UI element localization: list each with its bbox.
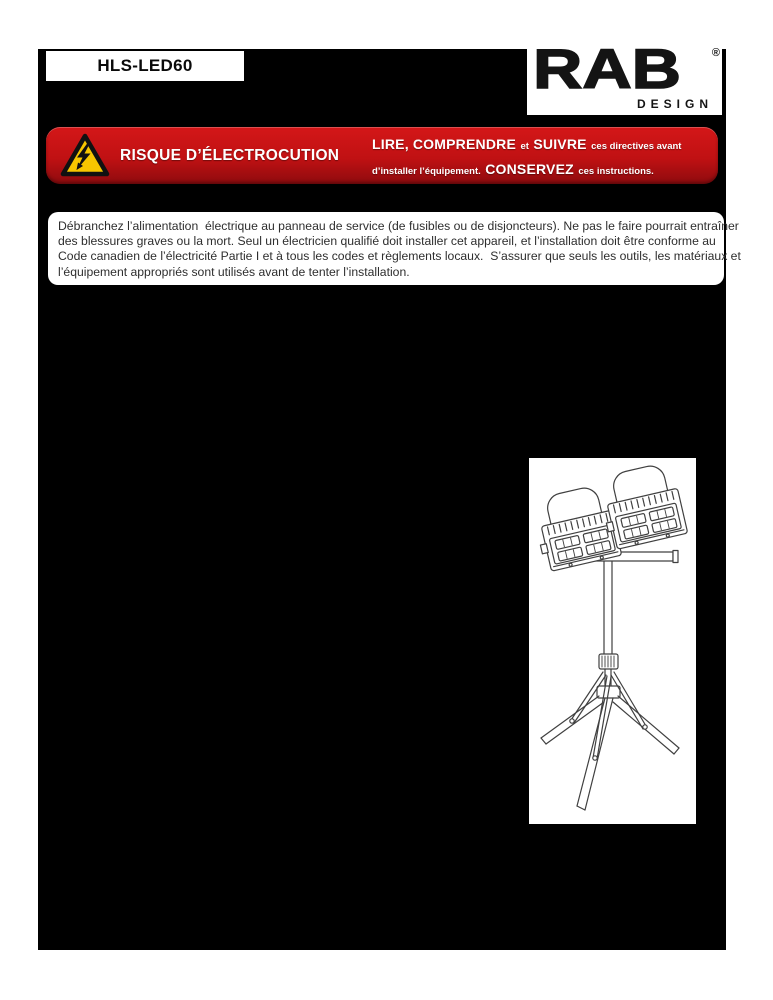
brand-logo-subtext: DESIGN <box>636 97 713 111</box>
product-figure-box <box>529 458 696 824</box>
banner-seg-follow: SUIVRE <box>533 136 587 152</box>
model-number-box <box>46 51 244 81</box>
banner-seg-et: et <box>520 141 529 152</box>
banner-seg-directives: ces directives avant <box>591 141 682 152</box>
safety-notice-line: Débranchez l’alimentation électrique au panneau de service (de fusibles ou de disjoncteurs). Ne pas le faire pourrait entraîner <box>58 219 739 233</box>
safety-notice-line: Code canadien de l’électricité Partie I et à tous les codes et règlements locaux. S’assurer que seuls les outils, les matériaux et <box>58 249 741 264</box>
banner-seg-keep: CONSERVEZ <box>485 161 574 177</box>
model-number-label: HLS-LED60 <box>97 56 193 75</box>
banner-seg-install: d’installer l’équipement. <box>372 166 481 177</box>
brand-logo-text: RAB <box>533 47 682 100</box>
brand-logo <box>527 47 722 115</box>
safety-notice-line: des blessures graves ou la mort. Seul un électricien qualifié doit installer cet appareil, et l’installation doit être conforme au <box>58 234 716 249</box>
banner-seg-instructions: ces instructions. <box>578 166 654 177</box>
banner-instructions-line2 <box>372 157 722 182</box>
safety-notice-line: l’équipement appropriés sont utilisés avant de tenter l’installation. <box>58 264 410 279</box>
registered-trademark-icon: ® <box>711 47 720 59</box>
high-voltage-warning-icon <box>60 133 110 178</box>
tripod-worklight-drawing-icon <box>529 458 696 824</box>
electrocution-warning-banner <box>46 127 718 184</box>
banner-seg-read: LIRE, COMPRENDRE <box>372 136 516 152</box>
black-content-panel <box>38 47 741 950</box>
banner-instructions-line1 <box>372 132 722 157</box>
safety-notice-box <box>48 212 741 285</box>
banner-instructions <box>372 132 722 182</box>
banner-title: RISQUE D’ÉLECTROCUTION <box>120 146 340 164</box>
